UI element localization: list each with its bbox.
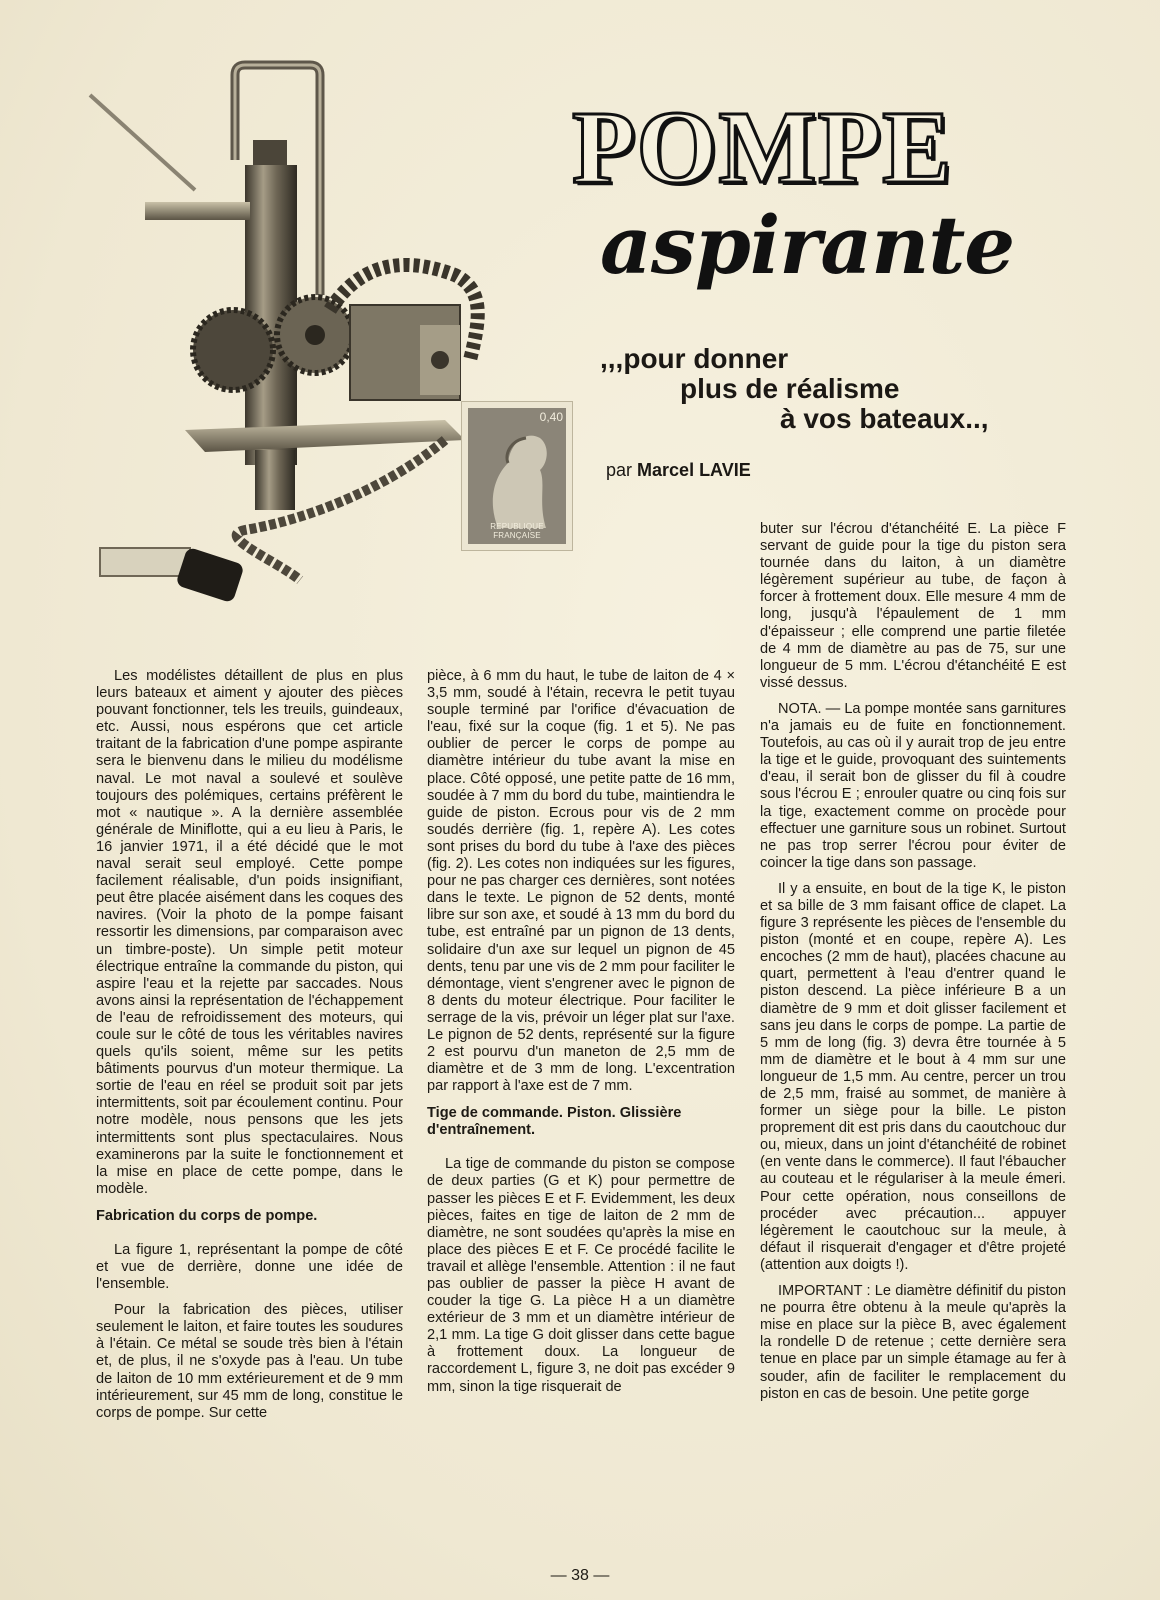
subtitle [600,344,1060,434]
paragraph: Pour la fabrication des pièces, utiliser seulement le laiton, et faire toutes les soudures à l'étain. Ce métal se soude très bien à l'étain et, de plus, il ne s'oxyde pas à l'eau. Un tube de laiton de 10 mm extérieurement et de 9 mm intérieurement, sur 45 mm de long, constitue le corps de pompe. Sur cette [96,1302,403,1421]
subtitle-line-2: plus de réalisme [680,373,900,404]
paragraph: buter sur l'écrou d'étanchéité E. La pièce F servant de guide pour la tige du piston sera tournée dans du laiton, à un diamètre légèrement supérieur au tube, de façon à forcer à frottement doux. Elle mesure 4 mm de long, jusqu'à l'épaulement de 1 mm d'épaisseur ; elle comprend une partie filetée de 4 mm de diamètre au pas de 75, sur une longueur de 5 mm. L'écrou d'étanchéité E est vissé dessus. [760,521,1066,691]
text-column-1 [96,668,403,1431]
subtitle-line-3: à vos bateaux.., [780,403,989,434]
stamp-value: 0,40 [539,410,563,424]
paragraph: La figure 1, représentant la pompe de côté et vue de derrière, donne une idée de l'ensemble. [96,1241,403,1293]
subtitle-line-1: ,,,pour donner [600,343,789,374]
title-line-2: aspirante [600,198,1015,292]
paragraph: IMPORTANT : Le diamètre définitif du piston ne pourra être obtenu à la meule qu'après la mise en place sur la pièce B, avec également la rondelle D de retenue ; cette dernière sera tenue en place par un simple étamage au fer à souder, afin de faciliter le remplacement du piston en cas de besoin. Une petite gorge [760,1283,1066,1402]
text-column-2 [427,668,735,1405]
paragraph: Il y a ensuite, en bout de la tige K, le piston et sa bille de 3 mm faisant office de clapet. La figure 3 représente les pièces de l'ensemble du piston (monté et en coupe, repère A). Les encoches (2 mm de haut), placées chacune au quart, permettent à l'eau d'entrer quand le piston descend. La pièce inférieure B a un diamètre de 9 mm et doit glisser facilement et sans jeu dans le corps de pompe. La partie de 5 mm de long (fig. 3) devra être tournée à 5 mm de diamètre et le bout à 4 mm sur une longueur de 1,5 mm. Au centre, percer un trou de 2,5 mm, fraisé au sommet, de manière à former un siège pour la bille. Le piston proprement dit est pris dans du caoutchouc dur ou, mieux, dans un joint d'étanchéité de robinet (en vente dans le commerce). Il faut l'ébaucher au couteau et le régulariser à la meule émeri. Pour cette opération, nous conseillons de procéder avec précaution... appuyer légèrement le caoutchouc sur la meule, à défaut il risquerait d'engager et d'être projeté (attention aux doigts !). [760,880,1066,1273]
paragraph: La tige de commande du piston se compose de deux parties (G et K) pour permettre de passer les pièces E et F. Evidemment, les deux pièces, faites en tige de laiton de 2 mm de diamètre, ne sont soudées qu'après la mise en place des pièces E et F. Ce procédé facilite le travail et allège l'ensemble. Attention : il ne faut pas oublier de passer la pièce H avant de couder la tige G. La pièce H a un diamètre extérieur de 3 mm et un diamètre intérieur de 2,1 mm. La tige G doit glisser dans cette bague à frottement doux. La longueur de raccordement L, figure 3, ne doit pas excéder 9 mm, sinon la tige risquerait de [427,1156,735,1395]
paragraph: Les modélistes détaillent de plus en plus leurs bateaux et aiment y ajouter des pièces pouvant fonctionner, tels les treuils, guindeaux, etc. Aussi, nous espérons que cet article traitant de la fabrication d'une pompe aspirante sera le bienvenu dans le milieu du modélisme naval. Le mot naval a soulevé et soulève toujours des polémiques, certains préfèrent le mot « nautique ». A la dernière assemblée générale de Miniflotte, qui a eu lieu à Paris, le 16 janvier 1971, il a été décidé que le mot naval serait seul employé. Cette pompe facilement réalisable, d'un poids insignifiant, peut être placée aisément dans les coques des navires. (Voir la photo de la pompe faisant ressortir les dimensions, par comparaison avec un timbre-poste). Un simple petit moteur électrique entraîne la commande du piston, qui aspire l'eau et la rejette par saccades. Nous avons ainsi la représentation de l'échappement de l'eau de refroidissement des moteurs, qui coule sur le côté de tous les véritables navires quels qu'ils soient, même sur les petits bâtiments pourvus d'un moteur thermique. La sortie de l'eau en réel se produit soit par jets intermittents, soit par écoulement continu. Pour notre modèle, nous pensons que les jets intermittents sont plus spectaculaires. Nous examinerons par la suite le fonctionnement et la mise en place de cette pompe, dans le modèle. [96,668,403,1197]
byline [606,460,751,481]
byline-author: Marcel LAVIE [637,460,751,480]
paragraph: NOTA. — La pompe montée sans garnitures n'a jamais eu de fuite en fonctionnement. Toutefois, au cas où il y aurait trop de jeu entre la tige et le guide, provoquant des suintements d'eau, il serait bon de glisser du fil à coudre sous l'écrou E ; enrouler quatre ou cinq fois sur la tige, exactement comme on procède pour effectuer une garniture sous un robinet. Surtout ne pas trop serrer l'écrou pour éviter de coincer la tige dans son passage. [760,700,1066,871]
byline-prefix: par [606,460,633,480]
section-heading: Tige de commande. Piston. Glissière d'entraînement. [427,1105,682,1139]
paragraph: pièce, à 6 mm du haut, le tube de laiton de 4 × 3,5 mm, soudé à l'étain, recevra le petit tuyau souple terminé par l'orifice d'évacuation de l'eau, fixé sur la coque (fig. 1 et 5). Ne pas oublier de percer le corps de pompe au diamètre intérieur du tube avant la mise en place. Côté opposé, une petite patte de 16 mm, soudée à 7 mm du bord du tube, maintiendra le guide de piston. Ecrous pour vis de 2 mm soudés derrière (fig. 1, repère A). Les cotes sont prises du bord du tube à l'axe des pièces (fig. 2). Les cotes non indiquées sur les figures, pour ne pas charger ces dernières, sont notées dans le texte. Le pignon de 52 dents, monté libre sur son axe, et soudé à 13 mm du bord du tube, est entraîné par un pignon de 13 dents, solidaire d'un axe sur lequel un pignon de 45 dents, tenu par une vis de 2 mm pour faciliter le démontage, vient s'engrener avec le pignon de 8 dents du moteur électrique. Pour faciliter le serrage de la vis, prévoir un léger plat sur l'axe. Le pignon de 52 dents, représenté sur la figure 2 est pourvu d'un maneton de 2,5 mm de diamètre et de 3 mm de long. L'excentration par rapport à l'axe est de 7 mm. [427,668,735,1095]
text-column-3 [760,521,1066,1412]
pump-photo [85,60,585,635]
postage-stamp [462,402,572,550]
section-heading: Fabrication du corps de pompe. [96,1207,318,1224]
title-line-1: POMPE [572,90,953,205]
page-number: — 38 — [550,1567,610,1584]
stamp-country: REPUBLIQUE FRANÇAISE [490,522,544,540]
